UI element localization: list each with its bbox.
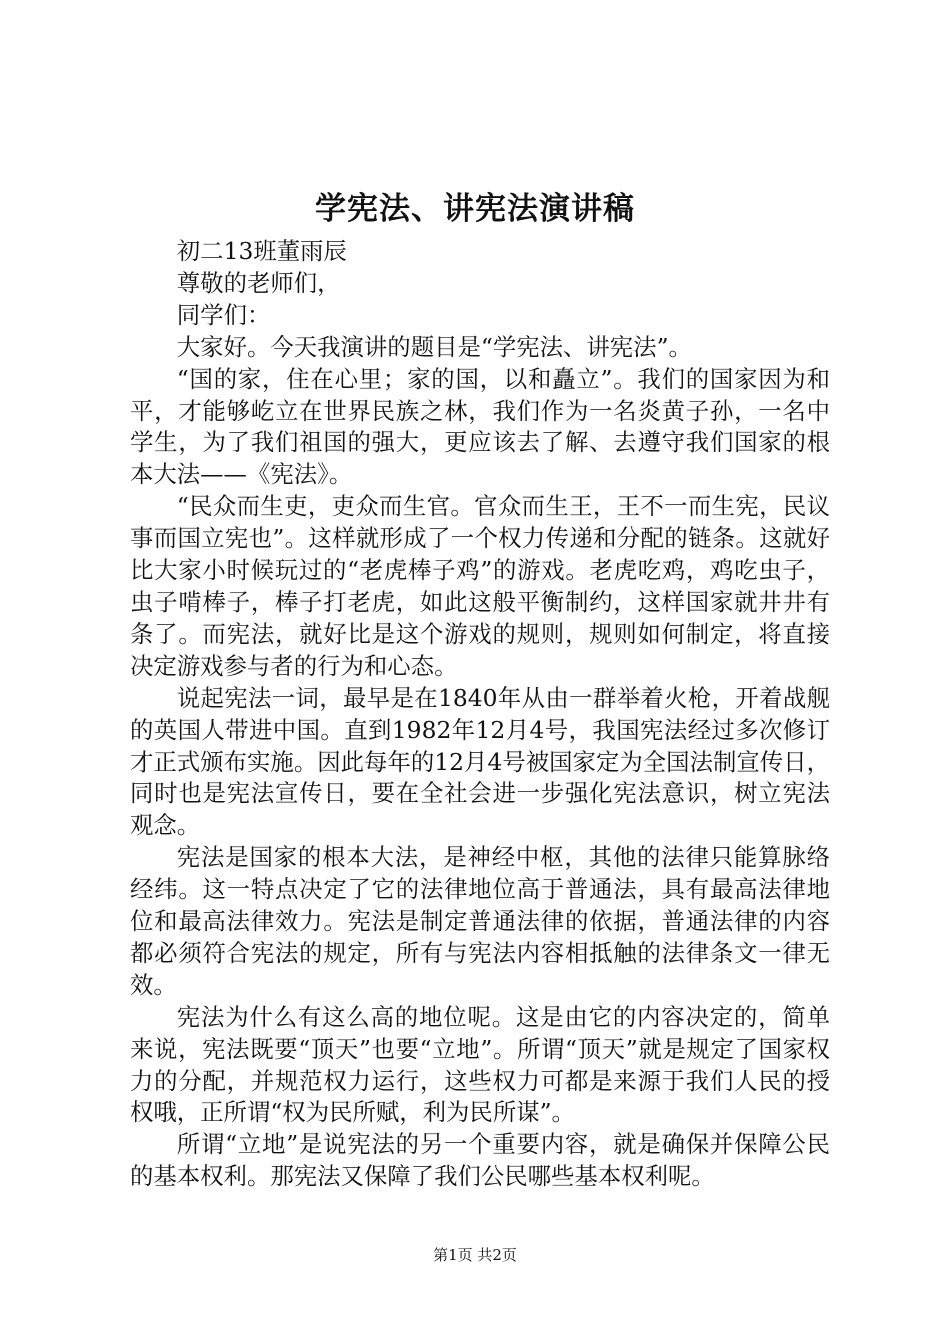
- document-title: 学宪法、讲宪法演讲稿: [315, 191, 635, 227]
- body-paragraph: 宪法为什么有这么高的地位呢。这是由它的内容决定的，简单来说，宪法既要“顶天”也要“立地”。所谓“顶天”就是规定了国家权力的分配，并规范权力运行，这些权力可都是来源于我们人民的授权哦，正所谓“权为民所赋，利为民所谋”。: [130, 1002, 830, 1127]
- author-line: 初二13班董雨辰: [176, 237, 347, 265]
- salutation-teachers: 尊敬的老师们，: [176, 268, 341, 297]
- body-paragraph: 说起宪法一词，最早是在1840年从由一群举着火枪，开着战舰的英国人带进中国。直到1982年12月4号，我国宪法经过多次修订才正式颁布实施。因此每年的12月4号被国家定为全国法制宣传日，同时也是宪法宣传日，要在全社会进一步强化宪法意识，树立宪法观念。: [130, 683, 830, 840]
- document-body: [130, 236, 830, 1193]
- salutation-students: 同学们：: [176, 300, 271, 329]
- body-paragraph: 所谓“立地”是说宪法的另一个重要内容，就是确保并保障公民的基本权利。那宪法又保障了我们公民哪些基本权利呢。: [130, 1130, 830, 1191]
- page-number-footer: 第1页 共2页: [433, 1246, 517, 1264]
- body-paragraph: 大家好。今天我演讲的题目是“学宪法、讲宪法”。: [176, 332, 692, 361]
- body-paragraph: “民众而生吏，吏众而生官。官众而生王，王不一而生宪，民议事而国立宪也”。这样就形成了一个权力传递和分配的链条。这就好比大家小时候玩过的“老虎棒子鸡”的游戏。老虎吃鸡，鸡吃虫子，虫子啃棒子，棒子打老虎，如此这般平衡制约，这样国家就井井有条了。而宪法，就好比是这个游戏的规则，规则如何制定，将直接决定游戏参与者的行为和心态。: [130, 492, 830, 680]
- body-paragraph: 宪法是国家的根本大法，是神经中枢，其他的法律只能算脉络经纬。这一特点决定了它的法律地位高于普通法，具有最高法律地位和最高法律效力。宪法是制定普通法律的依据，普通法律的内容都必须符合宪法的规定，所有与宪法内容相抵触的法律条文一律无效。: [130, 843, 830, 999]
- body-paragraph: “国的家，住在心里；家的国，以和矗立”。我们的国家因为和平，才能够屹立在世界民族之林，我们作为一名炎黄子孙，一名中学生，为了我们祖国的强大，更应该去了解、去遵守我们国家的根本大法——《宪法》。: [130, 364, 830, 489]
